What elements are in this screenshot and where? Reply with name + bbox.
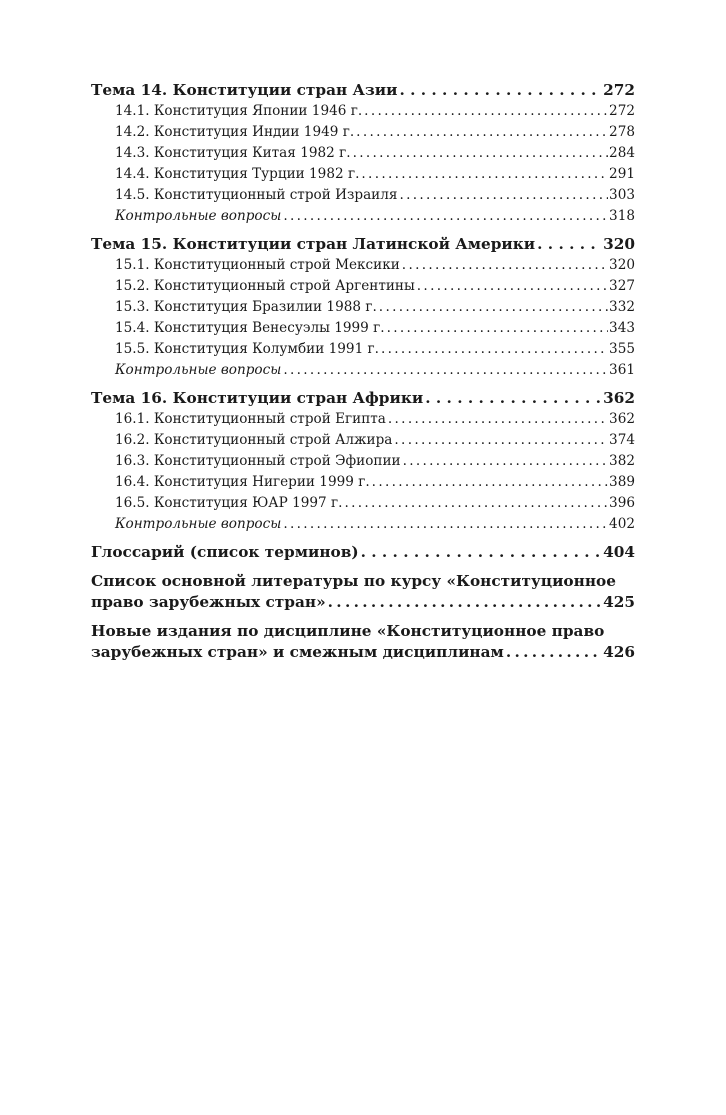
toc-entry-title: 15.5. Конституция Колумбии 1991 г. — [115, 341, 379, 357]
toc-entry-16-5[interactable] — [91, 493, 635, 514]
toc-entry-title: 14.4. Конституция Турции 1982 г. — [115, 166, 360, 182]
toc-entry-14-2[interactable] — [91, 122, 635, 143]
toc-entry-title: 14.1. Конституция Японии 1946 г. — [115, 103, 363, 119]
toc-entry-title: Контрольные вопросы — [115, 516, 282, 532]
toc-entry-title: 16.1. Конституционный строй Египта — [115, 411, 386, 427]
toc-leader-dots — [394, 430, 608, 451]
toc-page-number: 278 — [609, 124, 635, 140]
toc-entry-16-questions[interactable] — [91, 514, 635, 535]
toc-leader-dots — [283, 360, 608, 381]
toc-leader-dots — [283, 514, 608, 535]
toc-heading-new-editions[interactable] — [91, 621, 635, 663]
toc-entry-title: 15.4. Конституция Венесуэлы 1999 г. — [115, 320, 385, 336]
toc-page-number: 426 — [603, 643, 635, 661]
toc-leader-dots — [328, 592, 602, 613]
toc-entry-14-1[interactable] — [91, 101, 635, 122]
toc-page-number: 362 — [603, 389, 635, 407]
toc-heading-title-line2: право зарубежных стран» — [91, 593, 326, 611]
toc-page-number: 343 — [609, 320, 635, 336]
toc-entry-title: Контрольные вопросы — [115, 362, 282, 378]
toc-entry-title: 14.5. Конституционный строй Израиля — [115, 187, 398, 203]
toc-entry-title: 14.2. Конституция Индии 1949 г. — [115, 124, 355, 140]
toc-page-number: 303 — [609, 187, 635, 203]
toc-leader-dots — [506, 642, 602, 663]
toc-heading-title: Тема 14. Конституции стран Азии — [91, 81, 398, 99]
toc-page-number: 272 — [609, 103, 635, 119]
toc-entry-title: 15.2. Конституционный строй Аргентины — [115, 278, 415, 294]
toc-page-number: 362 — [609, 411, 635, 427]
toc-leader-dots — [399, 185, 608, 206]
toc-page-number: 320 — [609, 257, 635, 273]
toc-page-number: 396 — [609, 495, 635, 511]
toc-page-number: 272 — [603, 81, 635, 99]
toc-leader-dots — [372, 472, 608, 493]
toc-leader-dots — [364, 101, 608, 122]
toc-page-number: 382 — [609, 453, 635, 469]
toc-entry-16-2[interactable] — [91, 430, 635, 451]
toc-page-number: 425 — [603, 593, 635, 611]
toc-leader-dots — [417, 276, 608, 297]
toc-entry-15-1[interactable] — [91, 255, 635, 276]
toc-entry-14-3[interactable] — [91, 143, 635, 164]
toc-leader-dots — [399, 80, 602, 101]
toc-page-number: 361 — [609, 362, 635, 378]
toc-heading-glossary[interactable] — [91, 542, 635, 563]
toc-entry-15-4[interactable] — [91, 318, 635, 339]
toc-leader-dots — [402, 255, 608, 276]
toc-page-number: 318 — [609, 208, 635, 224]
toc-entry-title: 14.3. Конституция Китая 1982 г. — [115, 145, 351, 161]
toc-entry-title: 16.3. Конституционный строй Эфиопии — [115, 453, 401, 469]
table-of-contents — [91, 80, 635, 663]
toc-entry-16-3[interactable] — [91, 451, 635, 472]
toc-heading-title: Тема 15. Конституции стран Латинской Америки — [91, 235, 536, 253]
toc-page-number: 291 — [609, 166, 635, 182]
toc-page-number: 389 — [609, 474, 635, 490]
toc-heading-title: Тема 16. Конституции стран Африки — [91, 389, 424, 407]
toc-entry-title: 16.4. Конституция Нигерии 1999 г. — [115, 474, 370, 490]
toc-leader-dots — [283, 206, 608, 227]
toc-entry-14-questions[interactable] — [91, 206, 635, 227]
toc-entry-title: 15.1. Конституционный строй Мексики — [115, 257, 400, 273]
toc-heading-topic-15[interactable] — [91, 234, 635, 255]
toc-page-number: 332 — [609, 299, 635, 315]
toc-entry-title: 16.5. Конституция ЮАР 1997 г. — [115, 495, 343, 511]
toc-entry-15-5[interactable] — [91, 339, 635, 360]
toc-leader-dots — [356, 122, 608, 143]
toc-entry-title: Контрольные вопросы — [115, 208, 282, 224]
toc-entry-15-2[interactable] — [91, 276, 635, 297]
toc-heading-literature[interactable] — [91, 571, 635, 613]
toc-entry-title: 15.3. Конституция Бразилии 1988 г. — [115, 299, 377, 315]
toc-heading-title-line1: Новые издания по дисциплине «Конституционное право — [91, 622, 605, 640]
toc-leader-dots — [379, 297, 608, 318]
toc-page-number: 320 — [603, 235, 635, 253]
toc-page-number: 404 — [603, 543, 635, 561]
toc-heading-title-line1: Список основной литературы по курсу «Конституционное — [91, 572, 616, 590]
toc-entry-14-5[interactable] — [91, 185, 635, 206]
toc-leader-dots — [381, 339, 608, 360]
toc-page-number: 327 — [609, 278, 635, 294]
toc-leader-dots — [387, 318, 608, 339]
toc-leader-dots — [361, 542, 602, 563]
toc-heading-title: Глоссарий (список терминов) — [91, 543, 359, 561]
toc-page-number: 402 — [609, 516, 635, 532]
toc-heading-topic-16[interactable] — [91, 388, 635, 409]
toc-entry-title: 16.2. Конституционный строй Алжира — [115, 432, 393, 448]
toc-entry-15-3[interactable] — [91, 297, 635, 318]
toc-entry-15-questions[interactable] — [91, 360, 635, 381]
toc-page-number: 355 — [609, 341, 635, 357]
toc-entry-16-4[interactable] — [91, 472, 635, 493]
toc-leader-dots — [344, 493, 608, 514]
toc-leader-dots — [425, 388, 602, 409]
toc-entry-14-4[interactable] — [91, 164, 635, 185]
toc-leader-dots — [353, 143, 608, 164]
toc-leader-dots — [388, 409, 608, 430]
toc-leader-dots — [361, 164, 608, 185]
toc-page-number: 284 — [609, 145, 635, 161]
toc-entry-16-1[interactable] — [91, 409, 635, 430]
toc-page-number: 374 — [609, 432, 635, 448]
toc-leader-dots — [537, 234, 602, 255]
toc-heading-title-line2: зарубежных стран» и смежным дисциплинам — [91, 643, 504, 661]
toc-heading-topic-14[interactable] — [91, 80, 635, 101]
toc-leader-dots — [403, 451, 608, 472]
